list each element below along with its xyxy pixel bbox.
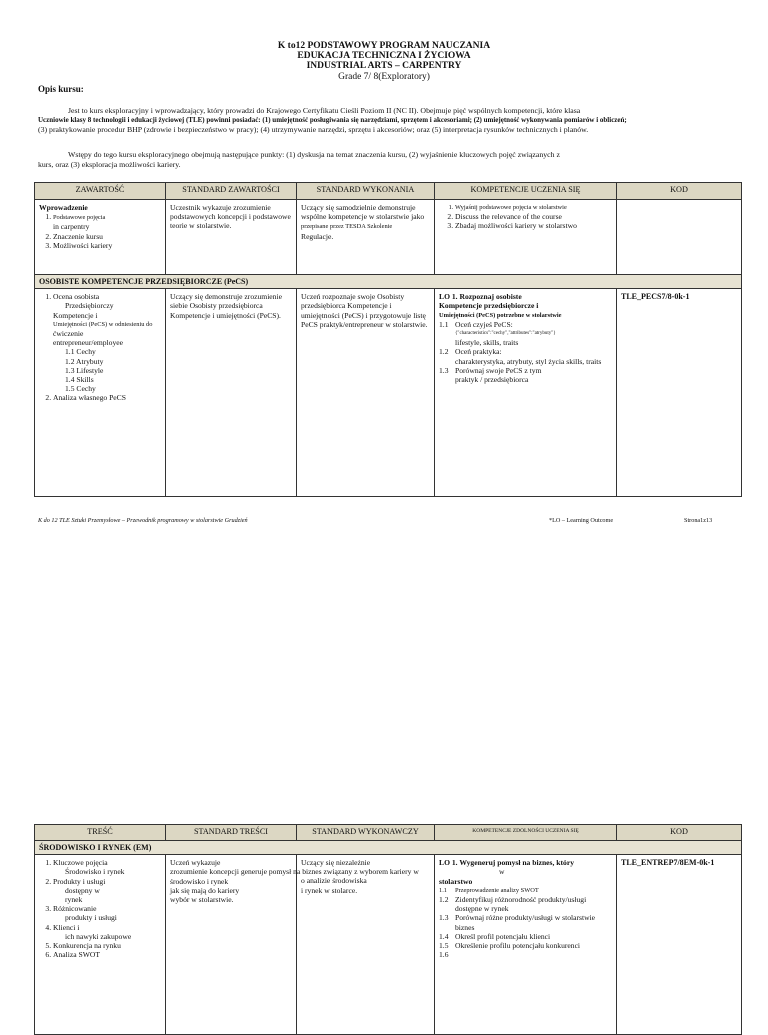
intro-line: (3) praktykowanie procedur BHP (zdrowie i bezpieczeństwo w pracy); (4) utrzymywanie narzędzi, sprzętu i akcesoriów; oraz (5) interpretacja rysunków technicznych i planów. — [38, 125, 589, 135]
performance-standard-cell — [297, 855, 435, 1035]
performance-standard-cell: Uczeń rozpoznaje swoje Osobisty przedsiębiorca Kompetencje i umiejętności (PeCS) i przygotowuje listę PeCS praktyk/entrepreneur w stolarstwie. — [297, 289, 435, 497]
competency-number: 1.3 — [439, 913, 449, 923]
col-header-competencies: KOMPETENCJE ZDOLNOŚCI UCZENIA SIĘ — [435, 825, 617, 841]
section-title: ŚRODOWISKO I RYNEK (EM) — [35, 841, 742, 855]
perf-text: Regulacje. — [301, 231, 334, 241]
competency-item: 3. Zbadaj możliwości kariery w stolarstwo — [455, 221, 612, 230]
footer-page-number: Strona1z13 — [684, 517, 713, 524]
list-item-cont: Przedsiębiorczy — [65, 301, 114, 311]
competency-number: 1.5 — [439, 941, 449, 951]
list-item: 2. Znaczenie kursu — [53, 232, 161, 241]
competency-item — [439, 913, 612, 931]
col-header-competencies: KOMPETENCJE UCZENIA SIĘ — [435, 183, 617, 200]
competency-item — [439, 320, 612, 348]
list-item: Produkty i usługi — [53, 876, 106, 886]
list-item: Różnicowanie — [53, 904, 97, 914]
learning-outcome-title: LO 1. Rozpoznaj osobiste — [439, 292, 522, 302]
list-item-cont: ćwiczenie — [53, 329, 84, 339]
content-std-text: jak się mają do kariery — [170, 885, 240, 895]
competency-text: charakterystyka, atrybuty, styl życia skills, traits — [455, 356, 602, 366]
competency-text: praktyk / przedsiębiorca — [455, 375, 529, 385]
code-cell: TLE_PECS7/8-0k-1 — [617, 289, 742, 497]
doc-title-line1: K to12 PODSTAWOWY PROGRAM NAUCZANIA — [277, 41, 491, 51]
competency-item — [439, 886, 612, 895]
competency-item — [439, 932, 612, 941]
section-row — [35, 841, 742, 855]
course-description-paragraph-2 — [38, 150, 738, 169]
intro-line: Wstępy do tego kursu eksploracyjnego obejmują następujące punkty: (1) dyskusja na temat znaczenia kursu, (2) wyjaśnienie kluczowych pojęć związanych z — [68, 150, 560, 159]
competency-text: Określenie profilu potencjału konkurenci — [455, 941, 581, 951]
content-standard-cell: Uczestnik wykazuje zrozumienie podstawowych koncepcji i podstawowe teorie w stolarstwie. — [166, 200, 297, 275]
competency-item: 1. Wyjaśnij podstawowe pojęcia w stolarstwie — [455, 203, 612, 212]
list-item: 3. Możliwości kariery — [53, 241, 161, 250]
table-header-row — [35, 183, 742, 200]
list-item-cont: Kompetencje i — [53, 310, 98, 320]
curriculum-table-1 — [34, 182, 742, 497]
competency-item — [439, 347, 612, 365]
competency-number: 1.3 — [439, 365, 449, 375]
sub-item: 1.3 Lifestyle — [65, 365, 104, 375]
competency-number: 1.2 — [439, 895, 449, 905]
competency-text: Porównaj różne produkty/usługi w stolarstwie biznes — [455, 913, 596, 932]
content-cell — [35, 200, 166, 275]
competency-text: Oceń praktyka: — [455, 347, 502, 357]
footer-doc-title: K do 12 TLE Sztuki Przemysłowe – Przewodnik programowy w stolarstwie Grudzień — [38, 517, 248, 524]
intro-line: kurs, oraz (3) eksploracja możliwości kariery. — [38, 159, 181, 169]
col-header-content-standard: STANDARD TREŚCI — [166, 825, 297, 841]
list-item-cont: dostępny w — [65, 885, 100, 895]
competencies-cell — [435, 289, 617, 497]
doc-grade-line: Grade 7/ 8(Exploratory) — [338, 72, 430, 82]
learning-outcome-subtitle: Umiejętności (PeCS) potrzebne w stolarstwie — [439, 311, 562, 319]
perf-text: Uczący się niezależnie — [301, 858, 371, 868]
list-item: Klienci i — [53, 922, 80, 932]
competencies-cell — [435, 200, 617, 275]
learning-outcome-title: w — [499, 867, 505, 877]
list-item-cont: rynek — [65, 895, 83, 905]
content-std-text: wybór w stolarstwie. — [170, 895, 234, 905]
table-row — [35, 200, 742, 275]
perf-text: i rynek w stolarce. — [301, 885, 358, 895]
content-std-text: zrozumienie koncepcji generuje pomysł na biznes związany z wyborem kariery w — [170, 867, 419, 877]
competency-item — [439, 366, 612, 384]
learning-outcome-title: LO 1. Wygeneruj pomysł na biznes, który — [439, 858, 575, 868]
intro-line: Uczniowie klasy 8 technologii i edukacji życiowej (TLE) powinni posiadać: (1) umiejętność posługiwania się narzędziami, sprzętem i akcesoriami; (2) umiejętność wykonywania pomiarów i obliczeń; — [38, 115, 627, 124]
competency-number: 1.4 — [439, 931, 449, 941]
competency-text: Porównaj swoje PeCS z tym — [455, 365, 542, 375]
content-cell — [35, 289, 166, 497]
sub-item: 1.2 Atrybuty — [65, 356, 104, 366]
col-header-content: TREŚĆ — [35, 825, 166, 841]
list-item-cont: Środowisko i rynek — [65, 867, 125, 877]
list-item: Ocena osobista — [53, 292, 100, 302]
competency-text: lifestyle, skills, traits — [455, 338, 519, 348]
content-standard-cell: Uczący się demonstruje zrozumienie siebie Osobisty przedsiębiorca Kompetencje i umiejętności (PeCS). — [166, 289, 297, 497]
list-item: Kluczowe pojęcia — [53, 858, 108, 868]
col-header-code: KOD — [617, 183, 742, 200]
col-header-code: KOD — [617, 825, 742, 841]
col-header-performance-standard: STANDARD WYKONAWCZY — [297, 825, 435, 841]
intro-line: Jest to kurs eksploracyjny i wprowadzający, który prowadzi do Krajowego Certyfikatu Cieśli Poziom II (NC II). Obejmuje pięć wspólnych kompetencji, które klasa — [68, 106, 581, 115]
sub-item: 1.4 Skills — [65, 375, 94, 385]
col-header-content: ZAWARTOŚĆ — [35, 183, 166, 200]
col-header-performance-standard: STANDARD WYKONANIA — [297, 183, 435, 200]
competency-number: 1.6 — [439, 950, 449, 960]
competency-text: Oceń czyjeś PeCS: — [455, 319, 513, 329]
competency-text: Zidentyfikuj różnorodność produkty/usługi dostępne w rynek — [455, 895, 587, 914]
list-item-cont: in carpentry — [53, 222, 90, 232]
doc-title-line3: INDUSTRIAL ARTS – CARPENTRY — [306, 61, 462, 71]
competency-item: 2. Discuss the relevance of the course — [455, 212, 612, 221]
col-header-content-standard: STANDARD ZAWARTOŚCI — [166, 183, 297, 200]
competency-number: 1.1 — [439, 886, 447, 894]
list-item-cont: ich nawyki zakupowe — [65, 931, 132, 941]
course-description-label: Opis kursu: — [38, 84, 84, 94]
table-row — [35, 289, 742, 497]
perf-text: o analizie środowiska — [301, 876, 367, 886]
section-title: OSOBISTE KOMPETENCJE PRZEDSIĘBIORCZE (PeCS) — [35, 275, 742, 289]
doc-title-line2: EDUKACJA TECHNICZNA I ŻYCIOWA — [297, 51, 471, 61]
competencies-cell — [435, 855, 617, 1035]
competency-text: Przeprowadzenie analizy SWOT — [455, 886, 539, 894]
list-item-cont: produkty i usługi — [65, 913, 117, 923]
performance-standard-cell — [297, 200, 435, 275]
competency-text: Określ profil potencjału klienci — [455, 931, 551, 941]
list-item-cont: Umiejętności (PeCS) w odniesieniu do — [53, 320, 153, 328]
list-item-cont: entrepreneur/employee — [53, 338, 123, 348]
learning-outcome-title: Kompetencje przedsiębiorcze i — [439, 301, 539, 311]
competency-number: 1.2 — [439, 347, 449, 357]
code-cell — [617, 200, 742, 275]
list-item: 6. Analiza SWOT — [53, 950, 161, 959]
sub-item: 1.1 Cechy — [65, 347, 96, 357]
curriculum-table-2 — [34, 824, 742, 1035]
content-cell — [35, 855, 166, 1035]
sub-item: 1.5 Cechy — [65, 384, 96, 394]
perf-text: Uczący się samodzielnie demonstruje wspólne kompetencje w stolarstwie jako — [301, 203, 425, 222]
section-row — [35, 275, 742, 289]
list-item: 5. Konkurencja na rynku — [53, 941, 161, 950]
competency-item — [439, 895, 612, 913]
content-std-text: Uczeń wykazuje — [170, 858, 221, 868]
competency-text: {"characteristics":"cechy","attributes":"atrybuty"} — [455, 331, 556, 337]
code-cell: TLE_ENTREP7/8EM-0k-1 — [617, 855, 742, 1035]
competency-item — [439, 941, 612, 950]
section-title: Wprowadzenie — [39, 203, 88, 212]
competency-number: 1.1 — [439, 319, 449, 329]
course-description-paragraph-1 — [38, 106, 738, 135]
content-std-text: środowisko i rynek — [170, 876, 229, 886]
list-item: Podstawowe pojęcia — [53, 214, 106, 222]
list-item: 2. Analiza własnego PeCS — [53, 393, 161, 402]
learning-outcome-title: stolarstwo — [439, 876, 473, 886]
footer-lo-note: *LO – Learning Outcome — [549, 517, 614, 524]
table-row — [35, 855, 742, 1035]
table-header-row — [35, 825, 742, 841]
perf-text: przepisane przez TESDA Szkolenie — [301, 223, 393, 231]
competency-item — [439, 950, 612, 959]
